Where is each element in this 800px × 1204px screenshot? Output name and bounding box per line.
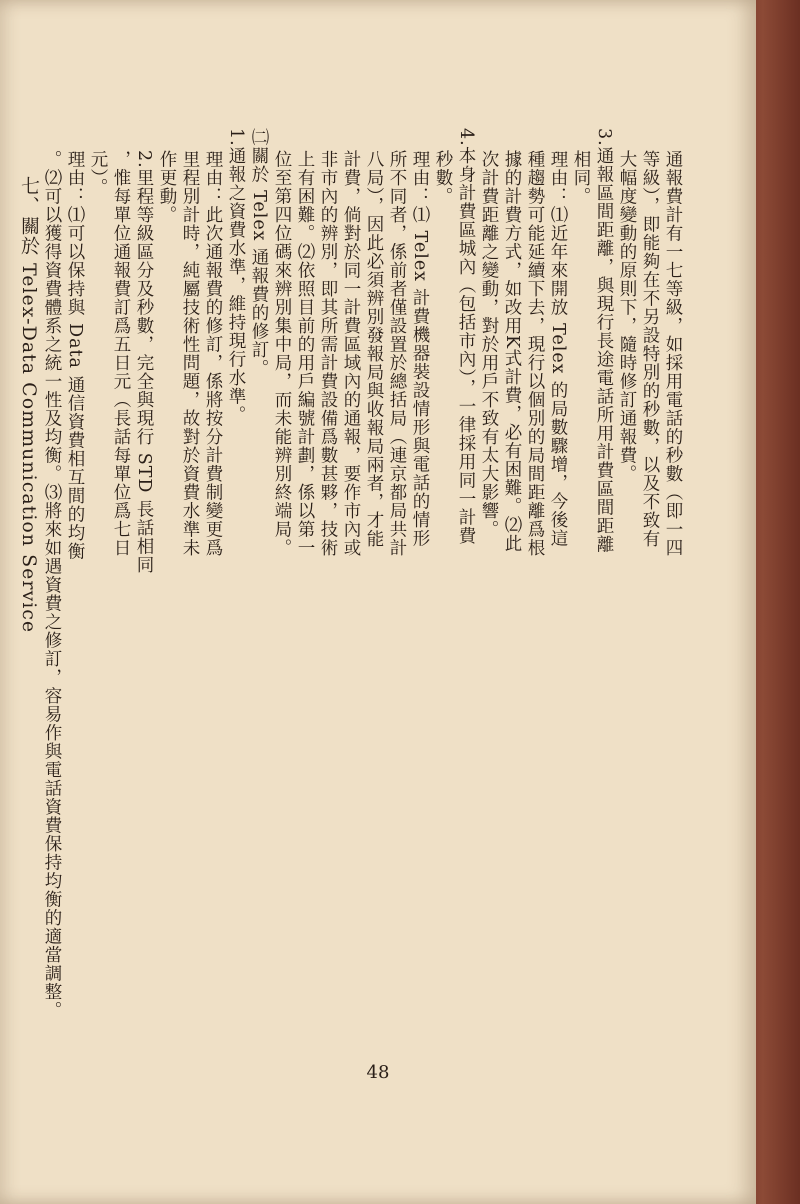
text-line: 理由：⑴ Telex 計費機器裝設情形與電話的情形 <box>410 150 430 548</box>
text-line: 理由：⑴可以保持與 Data 通信資費相互間的均衡 <box>65 150 85 561</box>
text-line: 所不同者，係前者僅設置於總括局（連京都局共計 <box>387 150 407 557</box>
text-line: 元）。 <box>88 150 108 197</box>
section-heading: 七、關於 Telex-Data Communication Service <box>18 176 40 634</box>
text-line: 理由：此次通報費的修訂，係將按分計費制變更爲 <box>203 150 223 557</box>
text-line: 八局），因此必須辨別發報局與收報局兩者，才能 <box>364 150 384 549</box>
text-line: ㈡關於 Telex 通報費的修訂。 <box>249 128 269 378</box>
text-line: 2.里程等級區分及秒數，完全與現行 STD 長話相同 <box>134 150 154 575</box>
text-line: 3.通報區間距離，與現行長途電話所用計費區間距離 <box>594 128 614 554</box>
text-line: 等級），即能夠在不另設特別的秒數，以及不致有 <box>640 150 660 549</box>
vertical-text-body <box>18 128 684 1056</box>
text-line: 非市內的辨別，即其所需計費設備爲數甚夥，技術 <box>318 150 338 557</box>
text-line: 理由：⑴近年來開放 Telex 的局數驟增，今後這 <box>548 150 568 548</box>
text-line: 相同。 <box>571 150 591 206</box>
text-line: 計費，倘對於同一計費區域內的通報，要作市內或 <box>341 150 361 557</box>
text-line: 1.通報之資費水準，維持現行水準。 <box>226 128 246 425</box>
text-line: 上有困難。⑵依照目前的用戶編號計劃，係以第一 <box>295 150 315 557</box>
text-line: 次計費距離之變動，對於用戶不致有太大影響。 <box>479 150 499 539</box>
text-line: 作更動。 <box>157 150 177 224</box>
text-line: 通報費計有一七等級，如採用電話的秒數（即一四 <box>663 150 683 557</box>
text-line: 大幅度變動的原則下，隨時修訂通報費。 <box>617 150 637 483</box>
text-line: 。⑵可以獲得資費體系之統一性及均衡。⑶將來如遇資費之修訂，容易作與電話資費保持均衡的適當調整。 <box>42 150 62 1020</box>
text-line: 位至第四位碼來辨別集中局，而未能辨別終端局。 <box>272 150 292 557</box>
text-line: ，惟每單位通報費訂爲五日元（長話每單位爲七日 <box>111 150 131 557</box>
text-line: 秒數。 <box>433 150 453 206</box>
text-line: 種趨勢可能延續下去，現行以個別的局間距離爲根 <box>525 150 545 557</box>
text-line: 里程別計時，純屬技術性問題，故對於資費水準未 <box>180 150 200 557</box>
text-line: 4.本身計費區城內（包括市內），一律採用同一計費 <box>456 128 476 545</box>
page-number: 48 <box>366 1062 390 1083</box>
text-line: 據的計費方式，如改用K式計費，必有困難。⑵此 <box>502 150 522 553</box>
